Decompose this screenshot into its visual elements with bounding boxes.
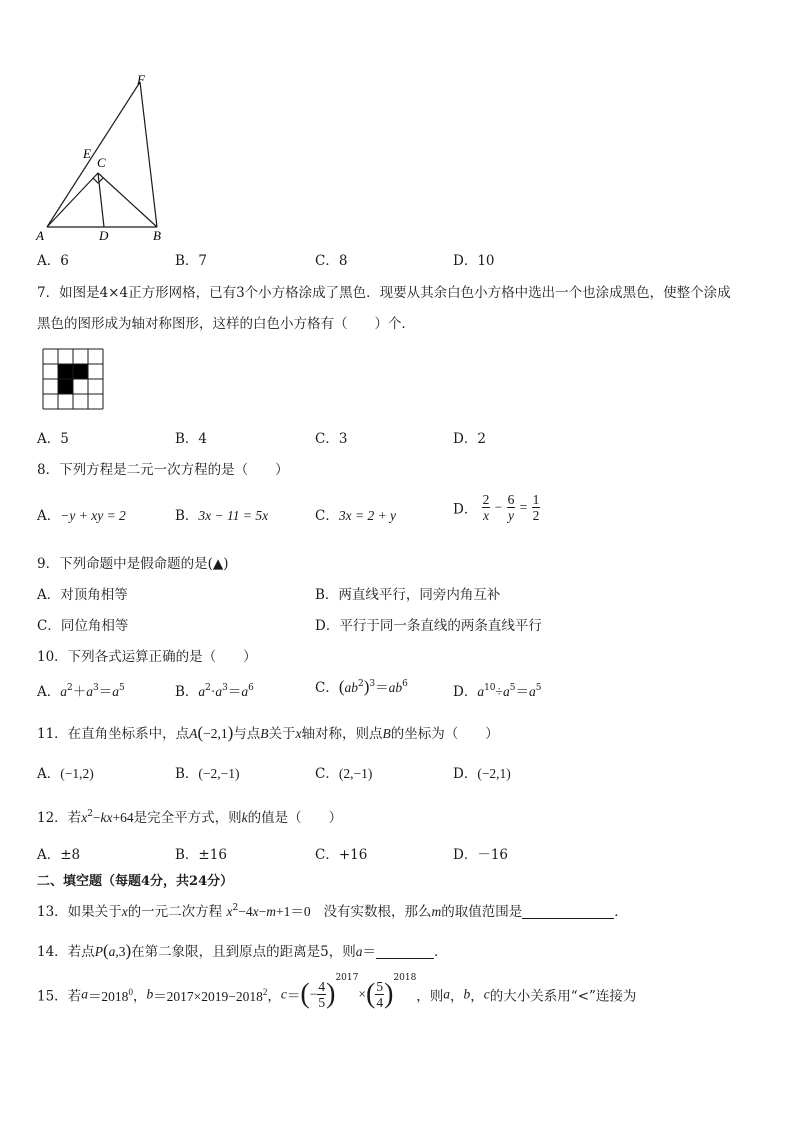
black-cell — [58, 379, 73, 394]
q7-grid — [42, 348, 104, 410]
answer-blank[interactable] — [376, 944, 434, 959]
q11-option-b[interactable]: B．(−2,−1) — [175, 766, 240, 782]
q8-option-a-expr: −y + xy = 2 — [60, 508, 126, 523]
fraction: $\frac{2}{x}$ — [482, 492, 490, 523]
q8-stem: 8．下列方程是二元一次方程的是（ ） — [37, 462, 289, 478]
q10-option-a[interactable]: A．$a^2+a^3=a^5$ — [37, 683, 125, 700]
q8-option-d[interactable]: D． $\frac{2}{x}$ − $\frac{6}{y}$ = $\frac{1}{2}$ — [453, 492, 540, 523]
q8-option-c[interactable]: C．3x = 2 + y — [315, 508, 397, 524]
q13-stem: 13．如果关于x的一元二次方程 $x^2-4x-m+1=0$ 没有实数根，那么m的取值范围是 ． — [37, 903, 628, 920]
q12-stem: 12．若$x^2-kx+64$是完全平方式，则k的值是（ ） — [37, 809, 343, 826]
q7-option-c[interactable]: C．3 — [315, 431, 348, 447]
q6-option-a[interactable]: A．6 — [37, 253, 69, 269]
q12-option-b[interactable]: B．±16 — [175, 847, 227, 863]
line-ac — [47, 173, 98, 227]
q7-option-a[interactable]: A．5 — [37, 431, 69, 447]
q15-stem: 15．若$a=2018^0$，$b=2017\times 2019-2018^2$，c＝(− $\frac{4}{5}$ )$^{2017}$×( $\frac{5}{4}$ )$^{2018}$，则a，b，c的大小关系用“<”连接为 — [37, 973, 637, 1010]
triangle-figure — [30, 70, 180, 245]
line-af — [47, 82, 140, 227]
fraction: $\frac{1}{2}$ — [532, 492, 540, 523]
label-c: C — [97, 155, 106, 170]
q14-stem: 14．若点P(a,3)在第二象限，且到原点的距离是5，则a＝ ． — [37, 941, 448, 960]
label-e: E — [83, 146, 91, 161]
q12-option-a[interactable]: A．±8 — [37, 847, 81, 863]
q6-option-d[interactable]: D．10 — [453, 253, 495, 269]
q9-option-d[interactable]: D．平行于同一条直线的两条直线平行 — [315, 618, 542, 634]
label-b: B — [153, 228, 161, 243]
q7-stem-line1: 7．如图是4×4正方形网格，已有3个小方格涂成了黑色．现要从其余白色小方格中选出一个也涂成黑色，使整个涂成 — [37, 285, 731, 301]
section-title-fill-in: 二、填空题（每题4分，共24分） — [37, 874, 234, 889]
q7-stem-line2: 黑色的图形成为轴对称图形，这样的白色小方格有（ ）个． — [37, 316, 415, 332]
q6-option-c[interactable]: C．8 — [315, 253, 348, 269]
q11-option-a[interactable]: A．(−1,2) — [37, 766, 94, 782]
q12-option-c[interactable]: C．+16 — [315, 847, 368, 863]
fraction: $\frac{5}{4}$ — [376, 979, 384, 1010]
q10-option-c[interactable]: C．$(ab^2)^3=ab^6$ — [315, 677, 408, 696]
line-cb — [98, 173, 157, 227]
q9-option-a[interactable]: A．对顶角相等 — [37, 587, 128, 603]
q7-option-d[interactable]: D．2 — [453, 431, 486, 447]
q10-option-b[interactable]: B．$a^2\cdot a^3=a^6$ — [175, 683, 254, 700]
label-f: F — [137, 72, 145, 87]
right-angle-mark — [93, 178, 103, 183]
fraction: $\frac{4}{5}$ — [318, 979, 326, 1010]
answer-blank[interactable] — [522, 904, 614, 919]
label-d: D — [99, 228, 109, 243]
q6-option-b[interactable]: B．7 — [175, 253, 208, 269]
q8-option-a[interactable]: A．−y + xy = 2 — [37, 508, 126, 524]
q9-option-c[interactable]: C．同位角相等 — [37, 618, 129, 634]
q8-option-b-expr: 3x − 11 = 5x — [198, 508, 269, 523]
line-fb — [140, 82, 157, 227]
q11-option-c[interactable]: C．(2,−1) — [315, 766, 373, 782]
q9-option-b[interactable]: B．两直线平行，同旁内角互补 — [315, 587, 501, 603]
fraction: $\frac{6}{y}$ — [507, 492, 515, 523]
q11-option-d[interactable]: D．(−2,1) — [453, 766, 511, 782]
q11-stem: 11．在直角坐标系中，点A(−2,1)与点B关于x轴对称，则点B的坐标为（ ） — [37, 723, 499, 742]
q7-option-b[interactable]: B．4 — [175, 431, 208, 447]
black-cell — [58, 364, 73, 379]
line-cd — [98, 173, 104, 227]
q10-stem: 10．下列各式运算正确的是（ ） — [37, 649, 257, 665]
label-a: A — [36, 228, 44, 243]
q8-option-c-expr: 3x = 2 + y — [338, 508, 397, 523]
q9-stem: 9．下列命题中是假命题的是(▲) — [37, 556, 229, 572]
black-cell — [73, 364, 88, 379]
q8-option-b[interactable]: B．3x − 11 = 5x — [175, 508, 269, 524]
q10-option-d[interactable]: D．$a^{10}\div a^5=a^5$ — [453, 683, 542, 700]
q12-option-d[interactable]: D．－16 — [453, 847, 509, 863]
